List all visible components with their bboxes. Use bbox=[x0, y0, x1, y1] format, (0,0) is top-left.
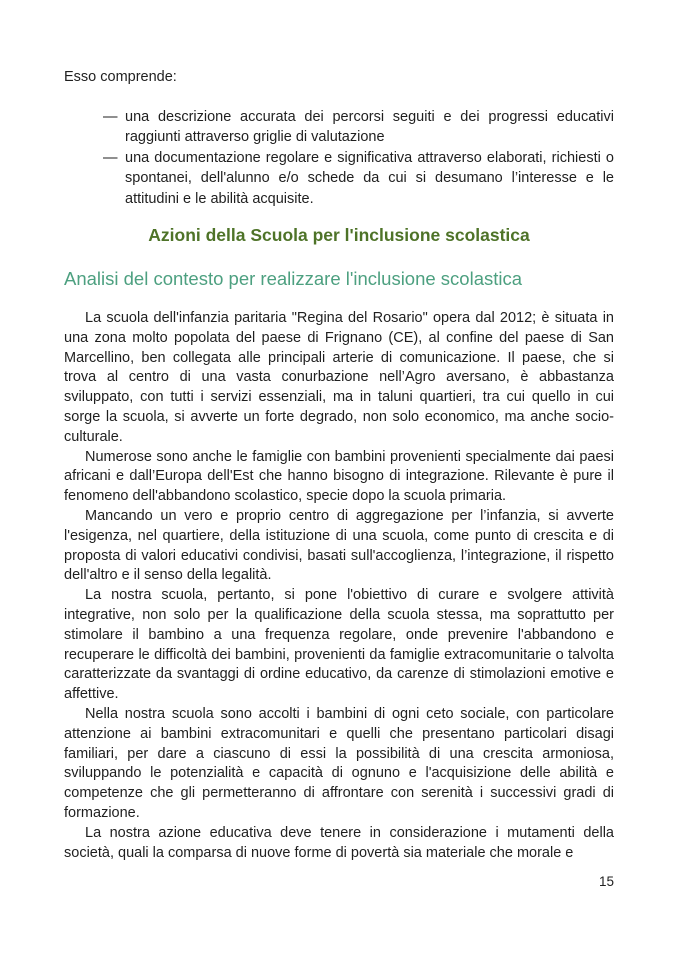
dash-bullet-icon: — bbox=[103, 109, 118, 125]
page-number: 15 bbox=[598, 874, 614, 889]
text-column bbox=[64, 0, 614, 863]
bullet-list bbox=[64, 107, 614, 209]
paragraph: La scuola dell'infanzia paritaria "Regina del Rosario" opera dal 2012; è situata in una zona molto popolata del paese di Frignano (CE), al confine del paese di San Marcellino, ben collegata alle principali arterie di comunicazione. Il paese, che si trova al centro di una vasta conurbazione nell’Agro aversano, è abbastanza sviluppato, con tutti i servizi essenziali, ma in taluni quartieri, tra cui quello in cui sorge la scuola, si avverte un forte degrado, non solo economico, ma anche socio-culturale. bbox=[64, 310, 614, 445]
subsection-heading: Analisi del contesto per realizzare l'inclusione scolastica bbox=[64, 268, 523, 290]
dash-bullet-icon: — bbox=[103, 149, 118, 166]
bullet-text: una documentazione regolare e significativa attraverso elaborati, richiesti o spontanei, dell'alunno e/o schede da cui si desumano l’interesse e le attitudini e le abilità acquisite. bbox=[125, 149, 614, 207]
list-item bbox=[64, 148, 614, 209]
paragraph: La nostra scuola, pertanto, si pone l'obiettivo di curare e svolgere attività integrative, non solo per la qualificazione della scuola stessa, ma soprattutto per stimolare il bambino a una frequenza regolare, onde prevenire l'abbandono e recuperare le difficoltà dei bambini, provenienti da famiglie extracomunitarie o talvolta caratterizzate da svantaggi di ordine educativo, da carenze di stimolazioni emotive e affettive. bbox=[64, 587, 614, 703]
paragraph: Mancando un vero e proprio centro di aggregazione per l’infanzia, si avverte l'esigenza, nel quartiere, della istituzione di una scuola, come punto di crescita e di proposta di valori educativi condivisi, basati sull'accoglienza, l’integrazione, il rispetto dell'altro e il senso della legalità. bbox=[64, 508, 614, 584]
bullet-text: una descrizione accurata dei percorsi seguiti e dei progressi educativi raggiunti attraverso griglie di valutazione bbox=[125, 109, 614, 146]
list-item bbox=[64, 107, 614, 148]
paragraph: Numerose sono anche le famiglie con bambini provenienti specialmente dai paesi africani e dall’Europa dell'Est che hanno bisogno di integrazione. Rilevante è pure il fenomeno dell'abbandono scolastico, specie dopo la scuola primaria. bbox=[64, 448, 614, 505]
section-heading: Azioni della Scuola per l'inclusione scolastica bbox=[148, 225, 530, 246]
paragraph: La nostra azione educativa deve tenere in considerazione i mutamenti della società, quali la comparsa di nuove forme di povertà sia materiale che morale e bbox=[64, 824, 614, 861]
intro-text: Esso comprende: bbox=[64, 69, 177, 85]
paragraph: Nella nostra scuola sono accolti i bambini di ogni ceto sociale, con particolare attenzione ai bambini extracomunitari e quelli che presentano particolari disagi familiari, per dare a ciascuno di essi la possibilità di una crescita armoniosa, sviluppando le potenzialità e capacità di ognuno e l'acquisizione delle abilità e competenze che gli permetteranno di affrontare con serenità i successivi gradi di formazione. bbox=[64, 705, 614, 821]
